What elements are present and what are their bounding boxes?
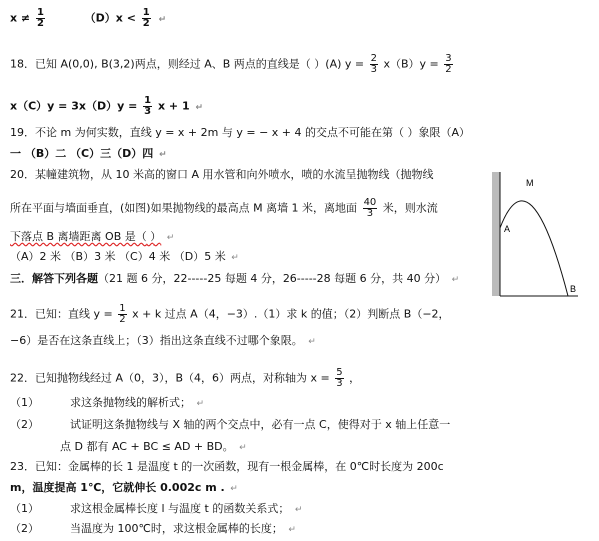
question-22-sub-2: （2） 试证明这条抛物线与 X 轴的两个交点中，必有一点 C，使得对于 x 轴上任意一 [10,418,451,431]
paragraph-mark: ↵ [294,505,303,515]
fraction: $\frac{1}{2}$ [142,7,150,29]
parabola-curve [500,201,568,296]
question-18-line-1: 18．已知 A(0,0), B(3,2)两点，则经过 A、B 两点的直线是（ ）(A) y = $\frac{2}{3}$ x（B）y = $\frac{3}{2}$ [10,53,452,75]
fraction: $\frac{1}{2}$ [37,7,44,29]
question-20-line-3: 下落点 B 离墙距离 OB 是（ ） ↵ [10,230,175,243]
question-22-sub-2-cont: 点 D 都有 AC + BC ≤ AD + BD。 ↵ [60,440,247,453]
fraction: $\frac{3}{2}$ [445,53,452,75]
paragraph-mark: ↵ [288,525,296,535]
parabola-figure [490,170,586,300]
question-23-line-1: 23．已知：金属棒的长 1 是温度 t 的一次函数，现有一根金属棒，在 0℃时长度为 200c [10,460,444,473]
paragraph-mark: ↵ [451,275,460,285]
question-20-line-1: 20．某幢建筑物，从 10 米高的窗口 A 用水管和向外喷水，喷的水流呈抛物线（抛物线 [10,168,434,181]
section-3-heading: 三．解答下列各题（21 题 6 分，22-----25 每题 4 分，26-----28 每题 6 分，共 40 分） ↵ [10,272,460,285]
question-20-options: （A）2 米 （B）3 米 （C）4 米 （D）5 米 ↵ [10,250,239,263]
question-22-sub-1: （1） 求这条抛物线的解析式； ↵ [10,396,205,409]
question-22-line-1: 22．已知抛物线经过 A（0，3），B（4，6）两点，对称轴为 x = $\frac{5}{3}$ ， [10,367,361,389]
wall-hatch [492,172,500,296]
question-21-line-2: −6）是否在这条直线上；（3）指出这条直线不过哪个象限。 ↵ [10,334,316,347]
label-b: B [570,284,577,294]
question-20-line-2: 所在平面与墙面垂直，(如图)如果抛物线的最高点 M 离墙 1 米，离地面 $\frac{40}{3}$ 米，则水流 [10,197,438,219]
paragraph-mark: ↵ [231,253,239,263]
paragraph-mark: ↵ [239,443,247,453]
fraction: $\frac{5}{3}$ [336,367,343,389]
question-19-line-2: 一 （B）二 （C）三（D）四 ↵ [10,147,167,160]
question-18-line-2: x（C）y = 3x（D）y = $\frac{1}{3}$ x + 1 ↵ [10,95,203,117]
paragraph-mark: ↵ [166,233,175,243]
paragraph-mark: ↵ [159,150,167,160]
question-23-line-2: m，温度提高 1℃，它就伸长 0.002c m . ↵ [10,481,238,494]
paragraph-mark: ↵ [308,337,316,347]
fraction: $\frac{1}{3}$ [144,95,152,117]
fraction: $\frac{2}{3}$ [370,53,377,75]
top-options-line [10,8,166,29]
label-m: M [526,178,534,188]
option-d-text: （D）x < [84,11,136,25]
question-19-line-1: 19．不论 m 为何实数，直线 y = x + 2m 与 y = − x + 4 的交点不可能在第（ ）象限（A） [10,126,471,139]
paragraph-mark: ↵ [195,102,203,113]
paragraph-mark: ↵ [158,14,167,25]
fraction: $\frac{1}{2}$ [119,303,126,325]
fraction: $\frac{40}{3}$ [363,197,377,219]
label-a: A [504,224,511,234]
paragraph-mark: ↵ [230,484,238,494]
question-21-line-1: 21．已知：直线 y = $\frac{1}{2}$ x + k 过点 A（4，−3）.（1）求 k 的值；（2）判断点 B（−2， [10,303,450,325]
question-23-sub-1: （1） 求这根金属棒长度 l 与温度 t 的函数关系式； ↵ [10,502,303,515]
question-23-sub-2: （2） 当温度为 100℃时，求这根金属棒的长度； ↵ [10,522,296,535]
paragraph-mark: ↵ [196,399,205,409]
option-c-text: x ≠ [10,11,31,25]
